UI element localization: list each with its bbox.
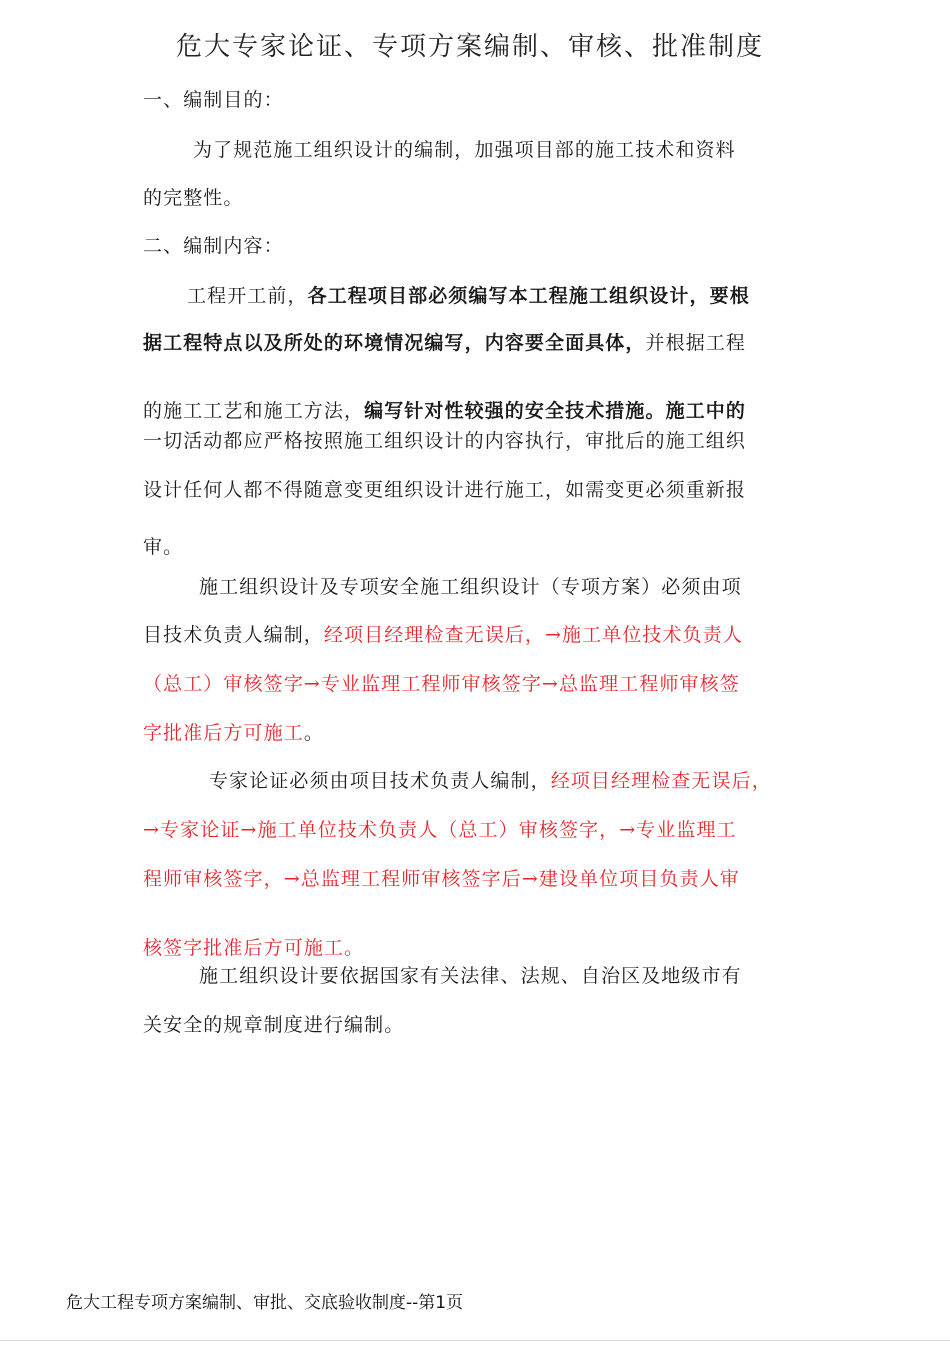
red-text-run: 字批准后方可施工 (143, 722, 304, 744)
bold-text-run: 各工程项目部必须编写本工程施工组织设计，要根 (307, 285, 750, 307)
paragraph1-line (143, 399, 746, 423)
paragraph2-line: （总工）审核签字→专业监理工程师审核签字→总监理工程师审核签 (143, 673, 740, 695)
section1-heading: 一、编制目的： (143, 89, 284, 111)
section1-line: 的完整性。 (143, 187, 244, 209)
paragraph3-line: 核签字批准后方可施工。 (143, 937, 365, 959)
section2-heading: 二、编制内容： (143, 235, 284, 257)
section1-line: 为了规范施工组织设计的编制，加强项目部的施工技术和资料 (193, 139, 736, 161)
text-run: 目技术负责人编制， (143, 624, 324, 646)
paragraph3-line (209, 769, 772, 793)
red-text-run: 经项目经理检查无误后， (550, 770, 772, 792)
text-run: 的施工工艺和施工方法， (143, 400, 365, 422)
paragraph2-line (143, 721, 324, 745)
paragraph1-line: 审。 (143, 536, 184, 558)
bold-text-run: 编写针对性较强的安全技术措施。施工中的 (364, 400, 747, 422)
text-run: 专家论证必须由项目技术负责人编制， (209, 770, 551, 792)
paragraph3-line: →专家论证→施工单位技术负责人（总工）审核签字，→专业监理工 (143, 819, 737, 841)
paragraph2-line (143, 623, 743, 647)
paragraph3-line: 程师审核签字，→总监理工程师审核签字后→建设单位项目负责人审 (143, 868, 740, 890)
paragraph2-line: 施工组织设计及专项安全施工组织设计（专项方案）必须由项 (199, 576, 742, 598)
paragraph1-line (143, 331, 746, 355)
page-divider (0, 1340, 950, 1341)
paragraph4-line: 关安全的规章制度进行编制。 (143, 1014, 405, 1036)
text-run: 并根据工程 (645, 332, 747, 354)
bold-text-run: 据工程特点以及所处的环境情况编写，内容要全面具体， (143, 332, 646, 354)
text-run: 。 (303, 722, 324, 744)
paragraph1-line: 一切活动都应严格按照施工组织设计的内容执行，审批后的施工组织 (143, 430, 747, 452)
paragraph4-line: 施工组织设计要依据国家有关法律、法规、自治区及地级市有 (199, 965, 742, 987)
paragraph1-line: 设计任何人都不得随意变更组织设计进行施工，如需变更必须重新报 (143, 479, 747, 501)
red-text-run: 经项目经理检查无误后，→施工单位技术负责人 (323, 624, 743, 646)
page-title: 危大专家论证、专项方案编制、审核、批准制度 (175, 32, 764, 62)
paragraph1-line (187, 284, 750, 308)
text-run: 工程开工前， (187, 285, 308, 307)
page-footer: 危大工程专项方案编制、审批、交底验收制度--第1页 (66, 1293, 464, 1313)
